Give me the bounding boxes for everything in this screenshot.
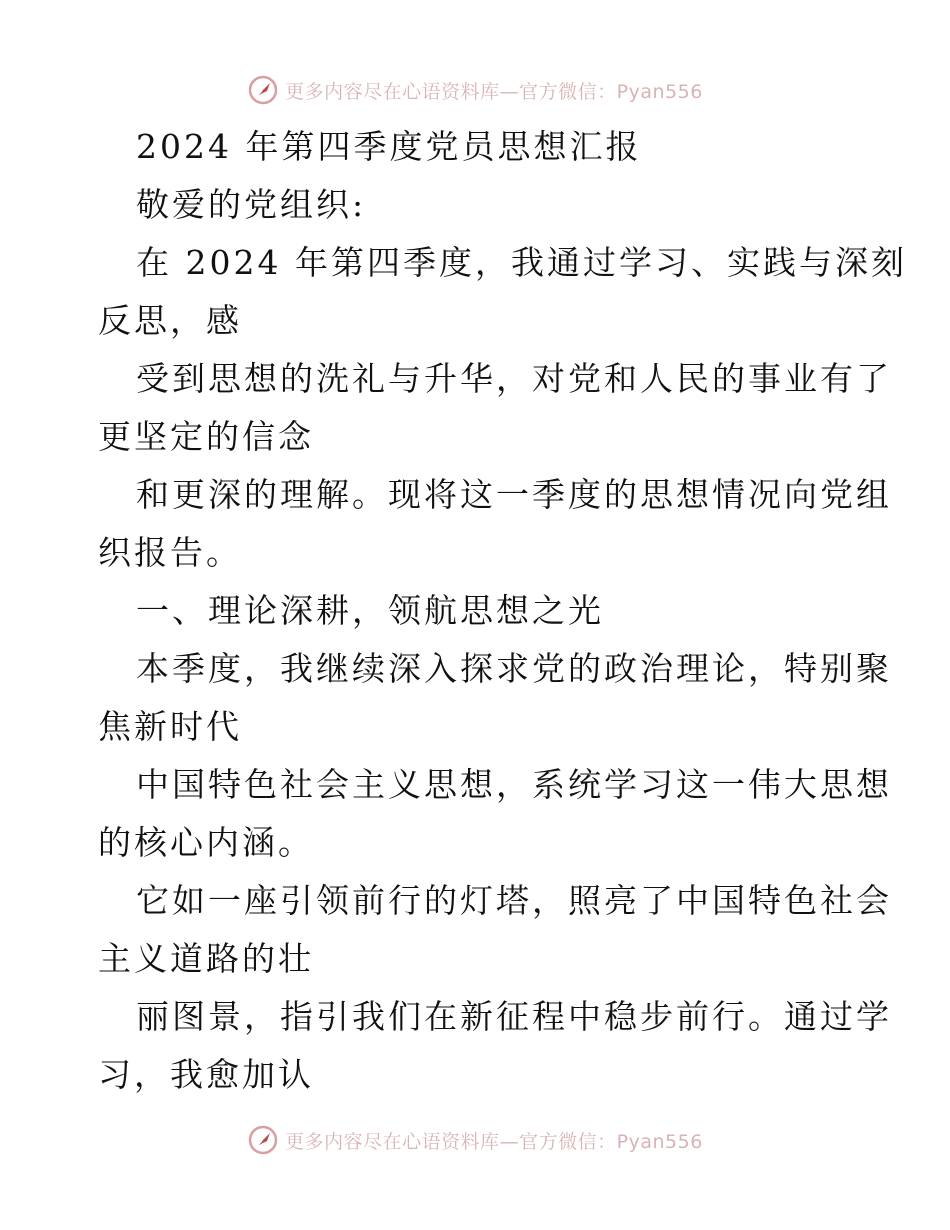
text-line: 反思，感 [98,301,242,340]
text-line: 一、理论深耕，领航思想之光 [136,591,604,630]
text-line: 在 2024 年第四季度，我通过学习、实践与深刻 [136,243,907,282]
watermark-text: 更多内容尽在心语资料库—官方微信：Pyan556 [285,80,703,103]
text-line: 丽图景，指引我们在新征程中稳步前行。通过学 [136,997,892,1036]
text-line: 习，我愈加认 [98,1055,314,1094]
text-line: 受到思想的洗礼与升华，对党和人民的事业有了 [136,359,892,398]
watermark-text: 更多内容尽在心语资料库—官方微信：Pyan556 [285,1130,703,1153]
document-body [98,118,907,1104]
quill-pen-logo-icon [247,1124,279,1156]
text-line: 织报告。 [98,533,242,572]
text-line: 和更深的理解。现将这一季度的思想情况向党组 [136,475,892,514]
text-line: 主义道路的壮 [98,939,314,978]
text-line: 中国特色社会主义思想，系统学习这一伟大思想 [136,765,892,804]
quill-pen-logo-icon [247,74,279,106]
text-line: 的核心内涵。 [98,823,314,862]
text-line: 敬爱的党组织: [136,185,367,224]
text-line: 焦新时代 [98,707,242,746]
text-line: 更坚定的信念 [98,417,314,456]
watermark-banner-top [0,70,950,110]
text-line: 它如一座引领前行的灯塔，照亮了中国特色社会 [136,881,892,920]
text-line: 本季度，我继续深入探求党的政治理论，特别聚 [136,649,892,688]
watermark-banner-bottom [0,1120,950,1160]
text-line: 2024 年第四季度党员思想汇报 [136,127,642,166]
